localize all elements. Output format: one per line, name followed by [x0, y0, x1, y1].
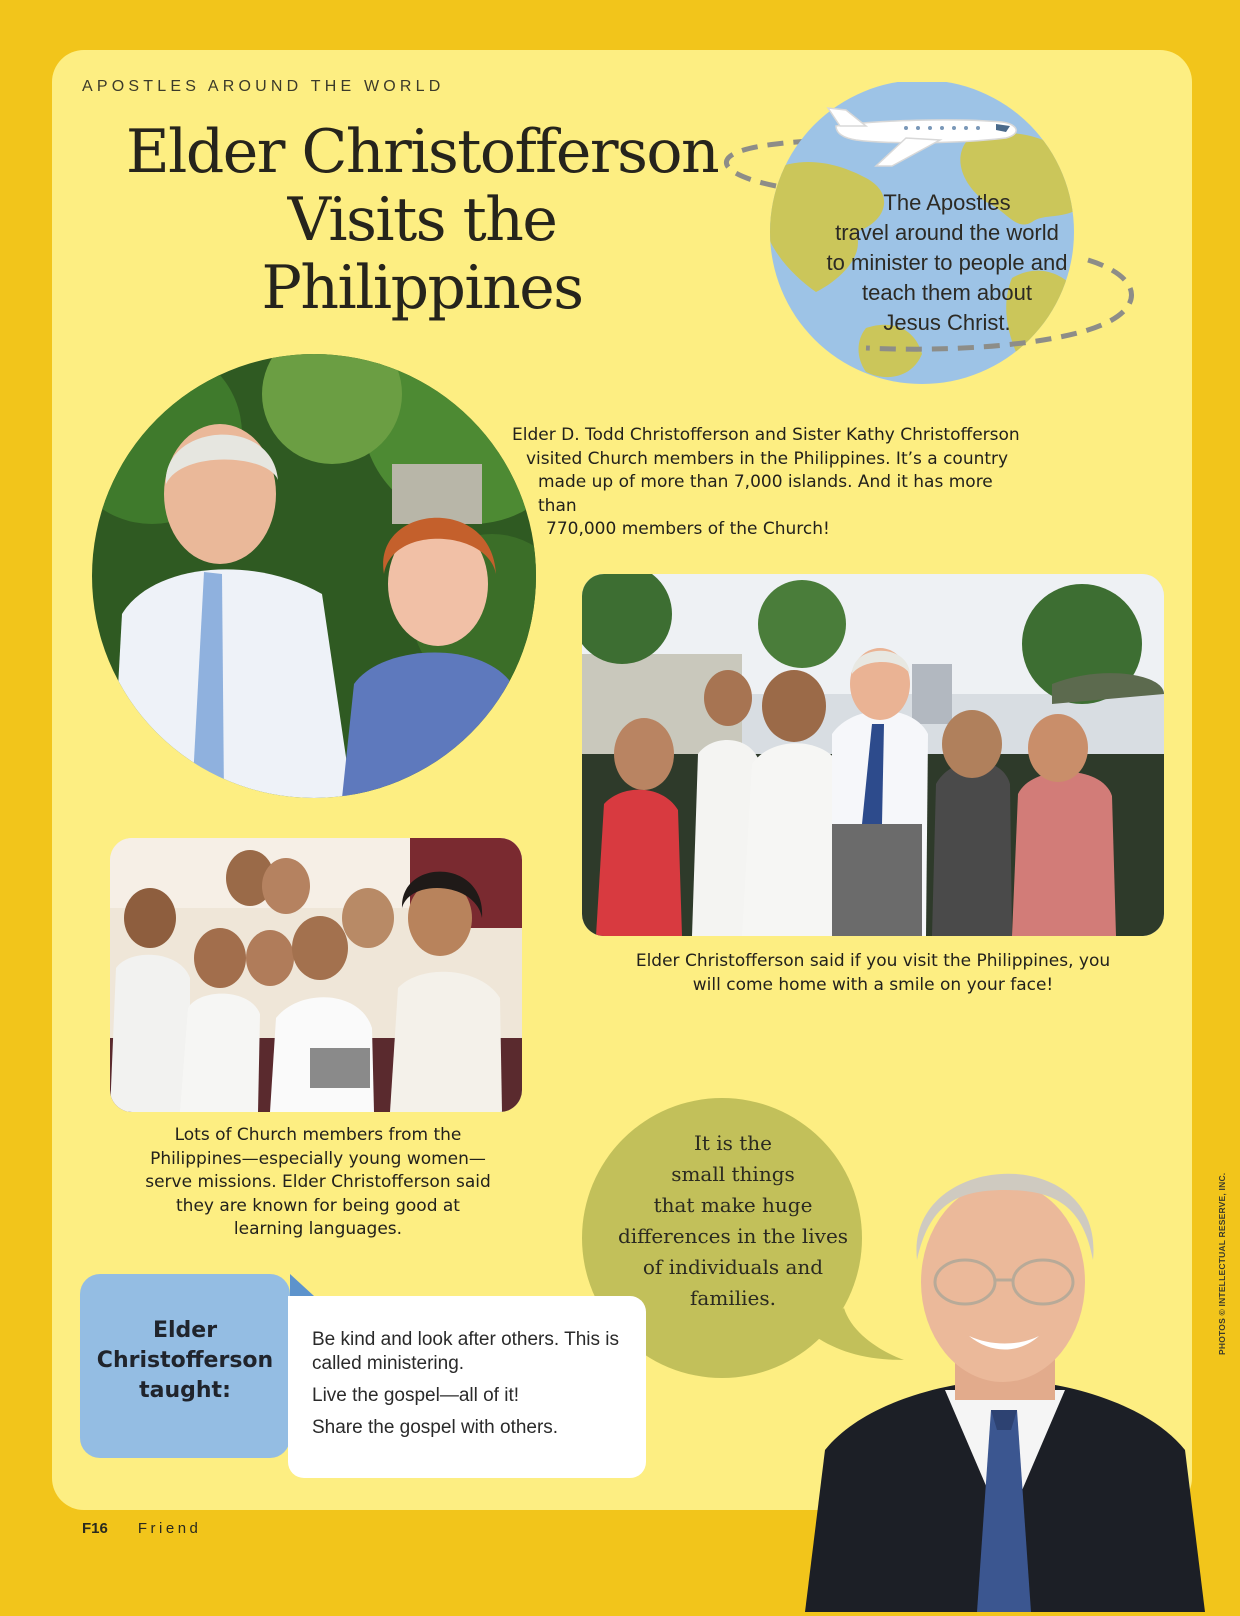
teachings-heading-line-3: taught: — [139, 1378, 231, 1403]
quote-line-6: families. — [690, 1286, 776, 1310]
globe-caption-line-4: teach them about — [861, 280, 1032, 305]
globe-caption-line-2: travel around the world — [835, 220, 1059, 245]
missionaries-photo — [110, 838, 522, 1112]
intro-line-3: made up of more than 7,000 islands. And it has more than — [538, 472, 993, 516]
teachings-heading — [90, 1316, 280, 1406]
teaching-item-3: Share the gospel with others. — [312, 1417, 559, 1438]
teaching-item-1: Be kind and look after others. This is called ministering. — [312, 1329, 619, 1374]
intro-line-2: visited Church members in the Philippines. It’s a country — [526, 448, 1009, 469]
photo-credit — [1214, 1172, 1227, 1356]
quote-line-5: of individuals and — [642, 1255, 824, 1279]
globe-caption-line-1: The Apostles — [883, 190, 1011, 215]
group-photo-caption: Elder Christofferson said if you visit the Philippines, you will come home with a smile on your face! — [635, 951, 1111, 995]
intro-line-4: 770,000 members of the Church! — [546, 519, 830, 539]
globe-caption — [812, 188, 1082, 338]
couple-photo — [92, 354, 536, 798]
globe-caption-line-3: to minister to people and — [826, 250, 1068, 275]
quote-line-1: It is the — [693, 1131, 773, 1155]
page-footer — [82, 1520, 201, 1537]
teachings-list — [312, 1328, 642, 1448]
title-line-2: Visits the — [287, 185, 557, 255]
section-eyebrow: APOSTLES AROUND THE WORLD — [82, 78, 445, 95]
magazine-name: Friend — [137, 1520, 202, 1537]
missionaries-photo-caption: Lots of Church members from the Philippines—especially young women—serve missions. Elder Christofferson said they are known for being good at learning languages. — [145, 1125, 491, 1239]
group-photo — [582, 574, 1164, 936]
quote-line-4: differences in the lives — [617, 1224, 849, 1248]
quote-line-3: that make huge — [653, 1193, 813, 1217]
title-line-3: Philippines — [261, 253, 583, 323]
teachings-heading-line-2: Christofferson — [96, 1348, 274, 1373]
elder-portrait — [805, 1110, 1205, 1612]
teaching-item-2: Live the gospel—all of it! — [312, 1385, 520, 1406]
page-number: F16 — [82, 1520, 108, 1537]
teachings-heading-line-1: Elder — [152, 1318, 218, 1343]
quote-line-2: small things — [671, 1162, 795, 1186]
intro-paragraph — [512, 424, 1032, 542]
page-title — [112, 118, 732, 322]
teachings-tag-fold — [290, 1274, 314, 1296]
title-line-1: Elder Christofferson — [125, 117, 719, 187]
globe-caption-line-5: Jesus Christ. — [883, 310, 1011, 335]
photo-credit-text: PHOTOS © INTELLECTUAL RESERVE, INC. — [1217, 1172, 1227, 1355]
intro-line-1: Elder D. Todd Christofferson and Sister Kathy Christofferson — [512, 425, 1020, 445]
